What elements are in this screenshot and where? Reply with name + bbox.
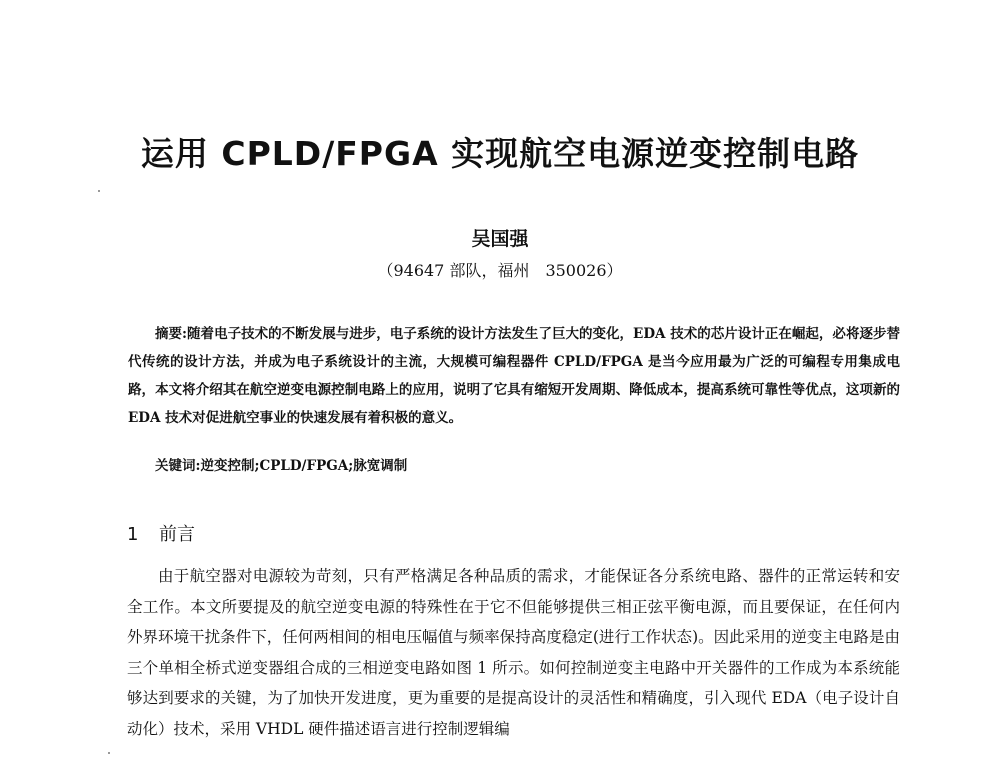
scan-speck [108,752,110,754]
section-heading [127,520,195,546]
scan-speck [98,190,100,192]
keywords-line: 关键词:逆变控制;CPLD/FPGA;脉宽调制 [155,458,408,474]
author-name: 吴国强 [471,228,529,250]
author-affiliation: （94647 部队，福州 350026） [377,261,623,280]
body-paragraph: 由于航空器对电源较为苛刻，只有严格满足各种品质的需求，才能保证各分系统电路、器件的正常运转和安全工作。本文所要提及的航空逆变电源的特殊性在于它不但能够提供三相正弦平衡电源，而且要保证，在任何内外界环境干扰条件下，任何两相间的相电压幅值与频率保持高度稳定(进行工作状态)。因此采用的逆变主电路是由三个单相全桥式逆变器组合成的三相逆变电路如图 1 所示。如何控制逆变主电路中开关器件的工作成为本系统能够达到要求的关键，为了加快开发进度，更为重要的是提高设计的灵活性和精确度，引入现代 EDA（电子设计自动化）技术，采用 VHDL 硬件描述语言进行控制逻辑编 [127,567,900,738]
section-title: 前言 [159,524,195,545]
section-number: 1 [127,524,139,545]
abstract-paragraph: 摘要:随着电子技术的不断发展与进步，电子系统的设计方法发生了巨大的变化，EDA 技术的芯片设计正在崛起，必将逐步替代传统的设计方法，并成为电子系统设计的主流，大规模可编程器件 CPLD/FPGA 是当今应用最为广泛的可编程专用集成电路，本文将介绍其在航空逆变电源控制电路上的应用，说明了它具有缩短开发周期、降低成本，提高系统可靠性等优点，这项新的 EDA 技术对促进航空事业的快速发展有着积极的意义。 [128,326,900,426]
paper-title: 运用 CPLD/FPGA 实现航空电源逆变控制电路 [140,134,860,173]
